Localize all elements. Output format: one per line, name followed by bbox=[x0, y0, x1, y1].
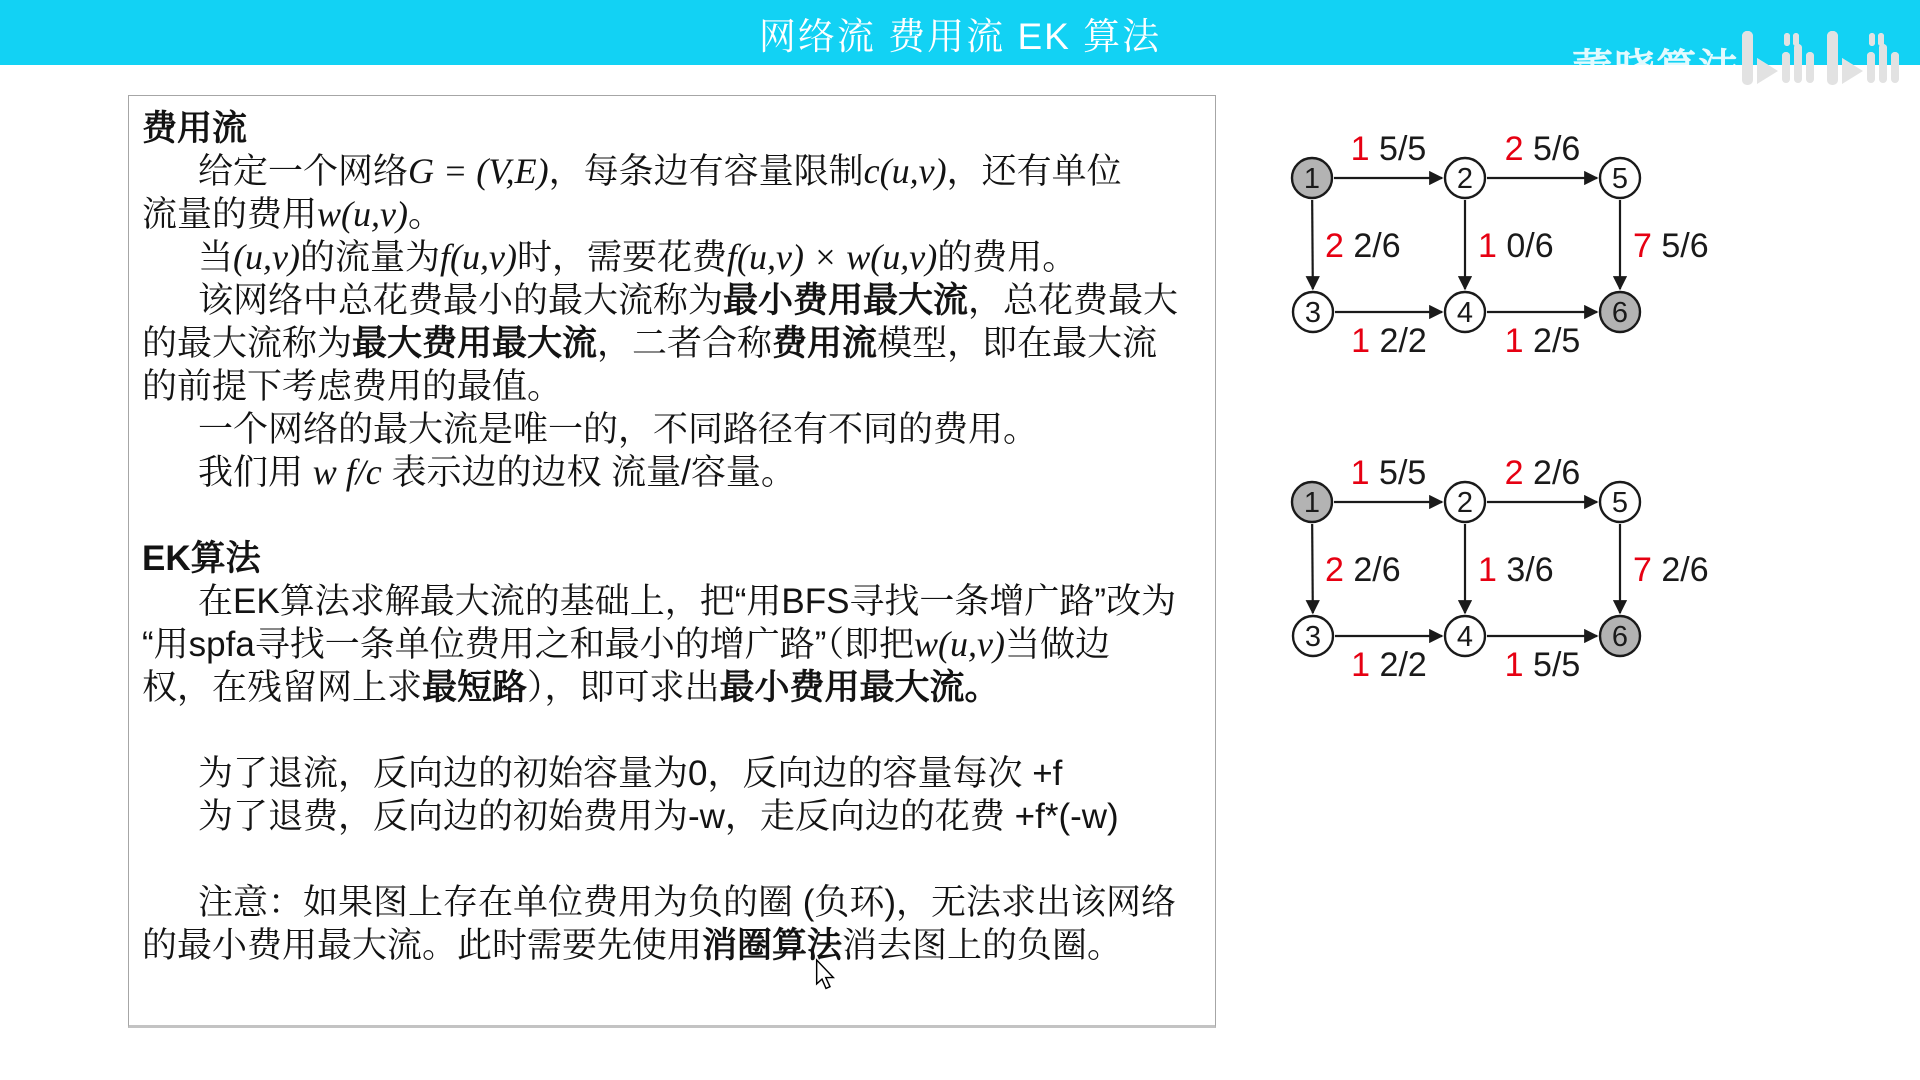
graph-node-label: 6 bbox=[1611, 297, 1629, 329]
graph-node-label: 5 bbox=[1611, 487, 1629, 519]
edge-label-5-6: 7 2/6 bbox=[1633, 551, 1709, 589]
graph-node-label: 3 bbox=[1304, 621, 1322, 653]
text-line: 一个网络的最大流是唯一的，不同路径有不同的费用。 bbox=[198, 410, 1039, 449]
text-line: 费用流 bbox=[142, 109, 248, 148]
text-line: 我们用 w f/c 表示边的边权 流量/容量。 bbox=[198, 452, 796, 492]
edge-label-4-6: 1 2/5 bbox=[1504, 322, 1581, 360]
text-line: 注意：如果图上存在单位费用为负的圈 (负环)，无法求出该网络 bbox=[198, 883, 1177, 922]
text-line: 的前提下考虑费用的最值。 bbox=[142, 367, 563, 406]
edge-label-5-6: 7 5/6 bbox=[1633, 227, 1709, 265]
graph-node-label: 4 bbox=[1456, 297, 1474, 329]
graph-node-label: 1 bbox=[1303, 487, 1321, 519]
text-line: 为了退费，反向边的初始费用为-w，走反向边的花费 +f*(-w) bbox=[198, 797, 1119, 836]
watermark-text: 董晓算法 bbox=[1572, 46, 1740, 92]
text-line: 给定一个网络G = (V,E)，每条边有容量限制c(u,v)，还有单位 bbox=[198, 151, 1122, 191]
bilibili-logo-icon bbox=[1742, 31, 1902, 101]
edge-label-2-5: 2 2/6 bbox=[1504, 454, 1581, 492]
graph-node-label: 3 bbox=[1304, 297, 1322, 329]
edge-label-2-4: 1 3/6 bbox=[1478, 551, 1554, 589]
edge-label-1-2: 1 5/5 bbox=[1350, 130, 1427, 168]
edge-label-3-4: 1 2/2 bbox=[1351, 322, 1427, 360]
graph-edge-1-3 bbox=[1312, 200, 1313, 289]
text-line: 当(u,v)的流量为f(u,v)时，需要花费f(u,v) × w(u,v)的费用。 bbox=[198, 237, 1078, 277]
edge-label-1-3: 2 2/6 bbox=[1325, 227, 1401, 265]
text-line: 的最大流称为最大费用最大流，二者合称费用流模型，即在最大流 bbox=[142, 324, 1158, 363]
graph-node-label: 4 bbox=[1456, 621, 1474, 653]
text-line: 流量的费用w(u,v)。 bbox=[142, 194, 443, 234]
text-line bbox=[142, 494, 1197, 537]
text-line: EK算法 bbox=[142, 539, 261, 578]
edge-label-2-5: 2 5/6 bbox=[1504, 130, 1581, 168]
graph-node-label: 5 bbox=[1611, 163, 1629, 195]
text-line bbox=[142, 709, 1197, 752]
text-line: 的最小费用最大流。此时需要先使用消圈算法消去图上的负圈。 bbox=[142, 926, 1123, 965]
edge-label-1-3: 2 2/6 bbox=[1325, 551, 1401, 589]
graph-node-label: 1 bbox=[1303, 163, 1321, 195]
text-line bbox=[142, 838, 1197, 881]
text-line: 在EK算法求解最大流的基础上，把“用BFS寻找一条增广路”改为 bbox=[198, 582, 1177, 621]
edge-label-2-4: 1 0/6 bbox=[1478, 227, 1554, 265]
graph-node-label: 2 bbox=[1456, 487, 1474, 519]
panel-lines bbox=[142, 107, 1197, 967]
content-panel bbox=[128, 95, 1216, 1028]
page-title: 网络流 费用流 EK 算法 bbox=[758, 15, 1162, 57]
text-line: “用spfa寻找一条单位费用之和最小的增广路”（即把w(u,v)当做边 bbox=[142, 624, 1110, 664]
graph-node-label: 6 bbox=[1611, 621, 1629, 653]
flow-graph-1 bbox=[1275, 100, 1755, 390]
text-line: 为了退流，反向边的初始容量为0，反向边的容量每次 +f bbox=[198, 754, 1063, 793]
flow-graph-2 bbox=[1275, 424, 1755, 714]
edge-label-3-4: 1 2/2 bbox=[1351, 646, 1427, 684]
edge-label-4-6: 1 5/5 bbox=[1504, 646, 1581, 684]
graph-node-label: 2 bbox=[1456, 163, 1474, 195]
edge-label-1-2: 1 5/5 bbox=[1350, 454, 1427, 492]
graph-edge-1-3 bbox=[1312, 524, 1313, 613]
text-line: 权，在残留网上求最短路），即可求出最小费用最大流。 bbox=[142, 668, 1000, 707]
text-line: 该网络中总花费最小的最大流称为最小费用最大流，总花费最大 bbox=[198, 281, 1179, 320]
mouse-cursor bbox=[814, 960, 836, 990]
